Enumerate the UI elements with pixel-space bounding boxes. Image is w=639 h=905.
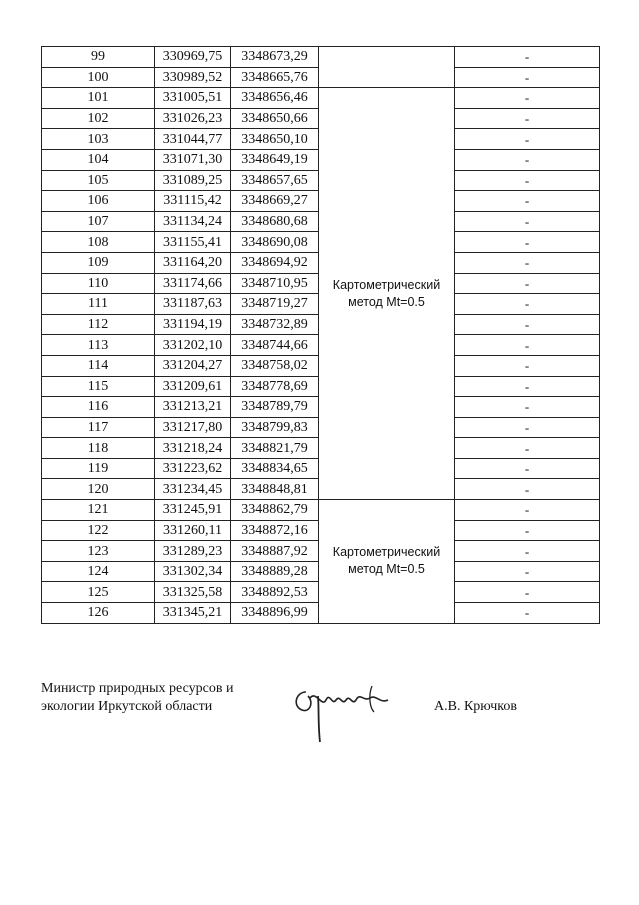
- x-coordinate-cell: 331217,80: [155, 417, 231, 438]
- y-coordinate-cell: 3348649,19: [231, 149, 319, 170]
- point-number-cell: 112: [42, 314, 155, 335]
- y-coordinate-cell: 3348690,08: [231, 232, 319, 253]
- note-cell: -: [455, 149, 600, 170]
- point-number-cell: 108: [42, 232, 155, 253]
- point-number-cell: 114: [42, 355, 155, 376]
- point-number-cell: 121: [42, 500, 155, 521]
- method-line1: Картометрический: [332, 545, 441, 560]
- y-coordinate-cell: 3348669,27: [231, 191, 319, 212]
- note-cell: -: [455, 561, 600, 582]
- x-coordinate-cell: 330969,75: [155, 47, 231, 68]
- note-cell: -: [455, 582, 600, 603]
- y-coordinate-cell: 3348862,79: [231, 500, 319, 521]
- note-cell: -: [455, 252, 600, 273]
- note-cell: -: [455, 520, 600, 541]
- point-number-cell: 124: [42, 561, 155, 582]
- y-coordinate-cell: 3348650,66: [231, 108, 319, 129]
- point-number-cell: 111: [42, 294, 155, 315]
- note-cell: -: [455, 108, 600, 129]
- point-number-cell: 123: [42, 541, 155, 562]
- point-number-cell: 125: [42, 582, 155, 603]
- table-row: [42, 500, 600, 521]
- x-coordinate-cell: 330989,52: [155, 67, 231, 88]
- point-number-cell: 115: [42, 376, 155, 397]
- point-number-cell: 126: [42, 603, 155, 624]
- x-coordinate-cell: 331289,23: [155, 541, 231, 562]
- point-number-cell: 109: [42, 252, 155, 273]
- note-cell: -: [455, 191, 600, 212]
- y-coordinate-cell: 3348650,10: [231, 129, 319, 150]
- signatory-name: А.В. Крючков: [434, 699, 517, 714]
- x-coordinate-cell: 331204,27: [155, 355, 231, 376]
- note-cell: -: [455, 355, 600, 376]
- coordinates-table: [41, 46, 600, 624]
- x-coordinate-cell: 331134,24: [155, 211, 231, 232]
- note-cell: -: [455, 129, 600, 150]
- y-coordinate-cell: 3348694,92: [231, 252, 319, 273]
- y-coordinate-cell: 3348887,92: [231, 541, 319, 562]
- y-coordinate-cell: 3348821,79: [231, 438, 319, 459]
- signatory-title: [41, 680, 233, 716]
- handwritten-signature: [288, 678, 398, 748]
- x-coordinate-cell: 331218,24: [155, 438, 231, 459]
- x-coordinate-cell: 331174,66: [155, 273, 231, 294]
- y-coordinate-cell: 3348789,79: [231, 397, 319, 418]
- method-cell: [319, 500, 455, 624]
- y-coordinate-cell: 3348732,89: [231, 314, 319, 335]
- y-coordinate-cell: 3348657,65: [231, 170, 319, 191]
- note-cell: -: [455, 294, 600, 315]
- signatory-title-line1: Министр природных ресурсов и: [41, 681, 234, 696]
- x-coordinate-cell: 331044,77: [155, 129, 231, 150]
- note-cell: -: [455, 397, 600, 418]
- y-coordinate-cell: 3348656,46: [231, 88, 319, 109]
- x-coordinate-cell: 331325,58: [155, 582, 231, 603]
- x-coordinate-cell: 331026,23: [155, 108, 231, 129]
- point-number-cell: 118: [42, 438, 155, 459]
- point-number-cell: 116: [42, 397, 155, 418]
- y-coordinate-cell: 3348848,81: [231, 479, 319, 500]
- note-cell: -: [455, 376, 600, 397]
- point-number-cell: 117: [42, 417, 155, 438]
- note-cell: -: [455, 88, 600, 109]
- x-coordinate-cell: 331071,30: [155, 149, 231, 170]
- y-coordinate-cell: 3348744,66: [231, 335, 319, 356]
- x-coordinate-cell: 331089,25: [155, 170, 231, 191]
- x-coordinate-cell: 331302,34: [155, 561, 231, 582]
- note-cell: -: [455, 232, 600, 253]
- y-coordinate-cell: 3348665,76: [231, 67, 319, 88]
- y-coordinate-cell: 3348710,95: [231, 273, 319, 294]
- y-coordinate-cell: 3348896,99: [231, 603, 319, 624]
- x-coordinate-cell: 331155,41: [155, 232, 231, 253]
- note-cell: -: [455, 603, 600, 624]
- x-coordinate-cell: 331187,63: [155, 294, 231, 315]
- y-coordinate-cell: 3348889,28: [231, 561, 319, 582]
- point-number-cell: 100: [42, 67, 155, 88]
- y-coordinate-cell: 3348799,83: [231, 417, 319, 438]
- method-cell: [319, 47, 455, 88]
- note-cell: -: [455, 500, 600, 521]
- method-line2: метод Mt=0.5: [348, 562, 425, 577]
- point-number-cell: 104: [42, 149, 155, 170]
- signatory-title-line2: экологии Иркутской области: [41, 699, 213, 714]
- point-number-cell: 102: [42, 108, 155, 129]
- x-coordinate-cell: 331223,62: [155, 458, 231, 479]
- point-number-cell: 113: [42, 335, 155, 356]
- y-coordinate-cell: 3348892,53: [231, 582, 319, 603]
- table-row: [42, 88, 600, 109]
- method-cell: [319, 88, 455, 500]
- x-coordinate-cell: 331345,21: [155, 603, 231, 624]
- x-coordinate-cell: 331115,42: [155, 191, 231, 212]
- note-cell: -: [455, 417, 600, 438]
- note-cell: -: [455, 458, 600, 479]
- point-number-cell: 99: [42, 47, 155, 68]
- method-line1: Картометрический: [332, 277, 441, 292]
- note-cell: -: [455, 47, 600, 68]
- point-number-cell: 106: [42, 191, 155, 212]
- point-number-cell: 101: [42, 88, 155, 109]
- x-coordinate-cell: 331234,45: [155, 479, 231, 500]
- y-coordinate-cell: 3348680,68: [231, 211, 319, 232]
- y-coordinate-cell: 3348758,02: [231, 355, 319, 376]
- note-cell: -: [455, 541, 600, 562]
- y-coordinate-cell: 3348778,69: [231, 376, 319, 397]
- note-cell: -: [455, 335, 600, 356]
- note-cell: -: [455, 211, 600, 232]
- point-number-cell: 103: [42, 129, 155, 150]
- x-coordinate-cell: 331194,19: [155, 314, 231, 335]
- x-coordinate-cell: 331209,61: [155, 376, 231, 397]
- x-coordinate-cell: 331164,20: [155, 252, 231, 273]
- point-number-cell: 120: [42, 479, 155, 500]
- note-cell: -: [455, 273, 600, 294]
- coordinates-table-body: [42, 47, 600, 624]
- note-cell: -: [455, 314, 600, 335]
- note-cell: -: [455, 170, 600, 191]
- y-coordinate-cell: 3348872,16: [231, 520, 319, 541]
- x-coordinate-cell: 331260,11: [155, 520, 231, 541]
- note-cell: -: [455, 438, 600, 459]
- note-cell: -: [455, 67, 600, 88]
- x-coordinate-cell: 331202,10: [155, 335, 231, 356]
- note-cell: -: [455, 479, 600, 500]
- x-coordinate-cell: 331213,21: [155, 397, 231, 418]
- x-coordinate-cell: 331005,51: [155, 88, 231, 109]
- x-coordinate-cell: 331245,91: [155, 500, 231, 521]
- point-number-cell: 107: [42, 211, 155, 232]
- y-coordinate-cell: 3348719,27: [231, 294, 319, 315]
- table-row: [42, 47, 600, 68]
- point-number-cell: 110: [42, 273, 155, 294]
- y-coordinate-cell: 3348673,29: [231, 47, 319, 68]
- method-line2: метод Mt=0.5: [348, 294, 425, 309]
- point-number-cell: 122: [42, 520, 155, 541]
- y-coordinate-cell: 3348834,65: [231, 458, 319, 479]
- point-number-cell: 119: [42, 458, 155, 479]
- point-number-cell: 105: [42, 170, 155, 191]
